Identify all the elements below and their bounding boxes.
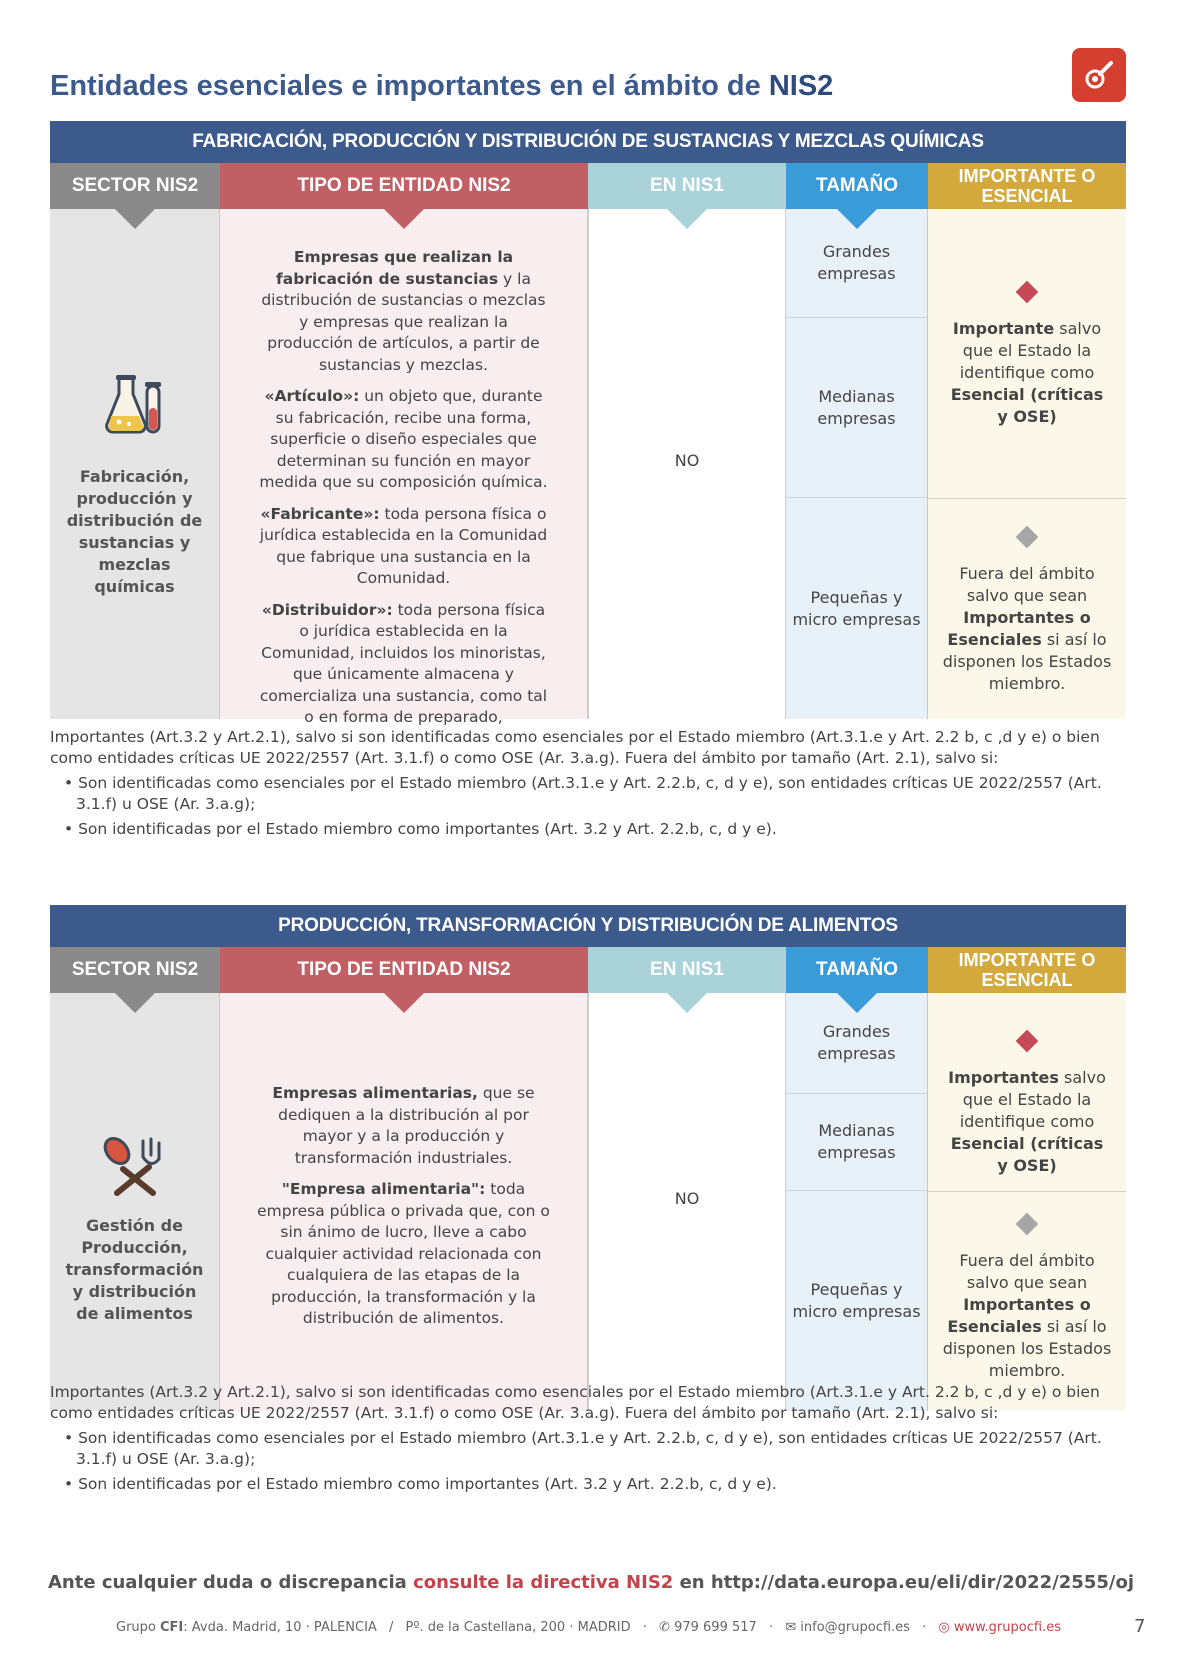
- diamond-red-icon: [1016, 281, 1039, 304]
- importance-small: Fuera del ámbito salvo que sean Importantes o Esenciales si así lo disponen los Estados miembro.: [928, 1216, 1126, 1382]
- col-tamano: [786, 163, 928, 719]
- page-title: [50, 70, 833, 103]
- sector-label: Gestión de Producción, transformación y distribución de alimentos: [65, 1216, 204, 1323]
- header-importante: IMPORTANTE O ESENCIAL: [928, 947, 1126, 993]
- header-importante: IMPORTANTE O ESENCIAL: [928, 163, 1126, 209]
- col-tamano: [786, 947, 928, 1411]
- nis1-value: NO: [674, 451, 700, 470]
- importance-small: Fuera del ámbito salvo que sean Importantes o Esenciales si así lo disponen los Estados miembro.: [928, 529, 1126, 695]
- email-link[interactable]: info@grupocfi.es: [800, 1620, 910, 1635]
- entity-paragraph: «Artículo»: un objeto que, durante su fabricación, recibe una forma, superficie o diseño especiales que determinan su función en mayor medida que su composición química.: [259, 387, 548, 491]
- nis1-value: NO: [674, 1189, 700, 1208]
- phone-icon: ✆: [659, 1620, 670, 1635]
- entity-cell: [220, 209, 588, 726]
- size-small: Pequeñas y micro empresas: [792, 1280, 921, 1321]
- grupocfi-logo: [1072, 48, 1126, 102]
- cfi-logo-icon: [1081, 57, 1117, 93]
- nis1-cell: [588, 209, 786, 719]
- section-banner: PRODUCCIÓN, TRANSFORMACIÓN Y DISTRIBUCIÓN DE ALIMENTOS: [50, 905, 1126, 947]
- size-large: Grandes empresas: [786, 993, 927, 1094]
- footer-contact: Grupo CFI: Avda. Madrid, 10 · PALENCIA / Pº. de la Castellana, 200 · MADRID · ✆ 979 699 517 · ✉ info@grupocfi.es · ◎ www.grupocfi.es: [116, 1620, 1061, 1635]
- size-cells: [786, 209, 928, 719]
- entity-paragraph: «Distribuidor»: toda persona física o jurídica establecida en la Comunidad, incluidos los minoristas, que únicamente almacena y comercializa una sustancia, como tal o en forma de preparado,: [259, 600, 548, 726]
- notes-bullet: • Son identificadas como esenciales por el Estado miembro (Art.3.1.e y Art. 2.2.b, c, d y e), son entidades críticas UE 2022/2557 (Art. 3.1.f) u OSE (Ar. 3.a.g);: [64, 774, 1102, 813]
- col-nis1: [588, 947, 786, 1411]
- size-small: Pequeñas y micro empresas: [792, 587, 921, 629]
- size-cells: [786, 993, 928, 1411]
- chemistry-flasks-icon: [105, 372, 165, 440]
- globe-icon: ◎: [938, 1620, 950, 1635]
- header-tipo: TIPO DE ENTIDAD NIS2: [220, 163, 588, 209]
- importance-large: Importante salvo que el Estado la identifique como Esencial (críticas y OSE): [928, 284, 1126, 428]
- web-link[interactable]: www.grupocfi.es: [953, 1620, 1061, 1635]
- col-tipo: [220, 947, 588, 1411]
- header-nis1: EN NIS1: [588, 163, 786, 209]
- phone-number[interactable]: 979 699 517: [674, 1620, 757, 1635]
- sector-label: Fabricación, producción y distribución de sustancias y mezclas químicas: [66, 467, 203, 596]
- entity-paragraph: "Empresa alimentaria": toda empresa pública o privada que, con o sin ánimo de lucro, lleve a cabo cualquier actividad relacionada con cualquiera de las etapas de la producción, la transformación y la distribución de alimentos.: [257, 1180, 550, 1327]
- col-sector: [50, 947, 220, 1411]
- header-nis1: EN NIS1: [588, 947, 786, 993]
- notes-bullet: • Son identificadas por el Estado miembro como importantes (Art. 3.2 y Art. 2.2.b, c, d y e).: [64, 1475, 777, 1493]
- notes-paragraph: Importantes (Art.3.2 y Art.2.1), salvo si son identificadas como esenciales por el Estado miembro (Art.3.1.e y Art. 2.2 b, c ,d y e) o bien como entidades críticas UE 2022/2557 (Art. 3.1.f) o como OSE (Ar. 3.a.g). Fuera del ámbito por tamaño (Art. 2.1), salvo si:: [50, 728, 1100, 767]
- entity-paragraph: Empresas alimentarias, que se dediquen a la distribución al por mayor y a la producción y transformación industriales.: [272, 1084, 535, 1167]
- entity-cell: [220, 993, 588, 1411]
- size-medium: Medianas empresas: [786, 318, 927, 498]
- footer-cta: Ante cualquier duda o discrepancia consulte la directiva NIS2 en http://data.europa.eu/eli/dir/2022/2555/oj: [48, 1572, 1134, 1593]
- spoon-fork-icon: [103, 1133, 167, 1197]
- diamond-red-icon: [1016, 1030, 1039, 1053]
- sector-cell: [50, 209, 220, 719]
- section-food: [50, 905, 1126, 1411]
- size-medium: Medianas empresas: [786, 1094, 927, 1191]
- notes-bullet: • Son identificadas por el Estado miembro como importantes (Art. 3.2 y Art. 2.2.b, c, d y e).: [64, 820, 777, 838]
- header-sector: SECTOR NIS2: [50, 163, 220, 209]
- entity-paragraph: Empresas que realizan la fabricación de sustancias y la distribución de sustancias o mezclas y empresas que realizan la producción de artículos, a partir de sustancias y mezclas.: [261, 248, 546, 374]
- notes-paragraph: Importantes (Art.3.2 y Art.2.1), salvo si son identificadas como esenciales por el Estado miembro (Art.3.1.e y Art. 2.2 b, c ,d y e) o bien como entidades críticas UE 2022/2557 (Art. 3.1.f) o como OSE (Ar. 3.a.g). Fuera del ámbito por tamaño (Art. 2.1), salvo si:: [50, 1383, 1100, 1422]
- importance-cells: [928, 209, 1126, 719]
- diamond-grey-icon: [1016, 1213, 1039, 1236]
- diamond-grey-icon: [1016, 526, 1039, 549]
- section-notes: [50, 1382, 1130, 1499]
- header-tamano: TAMAÑO: [786, 947, 928, 993]
- section-notes: [50, 727, 1130, 844]
- page-title-bold: NIS2: [768, 70, 834, 102]
- page-number: 7: [1134, 1616, 1146, 1637]
- notes-bullet: • Son identificadas como esenciales por el Estado miembro (Art.3.1.e y Art. 2.2.b, c, d y e), son entidades críticas UE 2022/2557 (Art. 3.1.f) u OSE (Ar. 3.a.g);: [64, 1429, 1102, 1468]
- header-tipo: TIPO DE ENTIDAD NIS2: [220, 947, 588, 993]
- directive-link[interactable]: consulte la directiva NIS2: [413, 1572, 674, 1593]
- col-sector: [50, 163, 220, 719]
- importance-large: Importantes salvo que el Estado la identifique como Esencial (críticas y OSE): [928, 1033, 1126, 1177]
- importance-cells: [928, 993, 1126, 1411]
- mail-icon: ✉: [785, 1620, 797, 1635]
- col-importante: [928, 163, 1126, 719]
- section-chemicals: [50, 121, 1126, 726]
- header-tamano: TAMAÑO: [786, 163, 928, 209]
- col-tipo: [220, 163, 588, 726]
- nis1-cell: [588, 993, 786, 1411]
- section-banner: FABRICACIÓN, PRODUCCIÓN Y DISTRIBUCIÓN DE SUSTANCIAS Y MEZCLAS QUÍMICAS: [50, 121, 1126, 163]
- entity-paragraph: «Fabricante»: toda persona física o jurídica establecida en la Comunidad que fabrique una sustancia en la Comunidad.: [259, 504, 548, 587]
- size-large: Grandes empresas: [786, 209, 927, 318]
- col-nis1: [588, 163, 786, 719]
- col-importante: [928, 947, 1126, 1411]
- page-title-text: Entidades esenciales e importantes en el ámbito de: [50, 70, 769, 102]
- sector-cell: [50, 993, 220, 1411]
- header-sector: SECTOR NIS2: [50, 947, 220, 993]
